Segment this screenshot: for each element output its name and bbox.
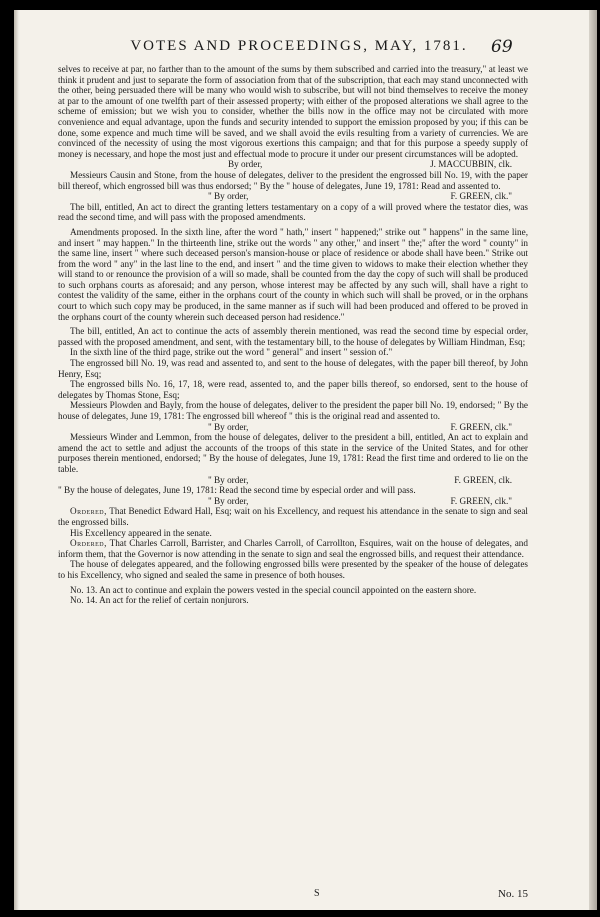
paragraph-testamentary-bill: The bill, entitled, An act to direct the granting letters testamentary on a copy of a will proved where the testator dies, was read the second time, and will pass with the proposed amendments. — [58, 201, 528, 223]
signature-line — [58, 159, 528, 170]
signature-line — [58, 422, 528, 433]
paragraph-letter-continued: selves to receive at par, no farther than to the amount of the sums by them subscribed and carried into the treasury," at least we think it prudent and just to separate the form of association from that of the subscription, that each may stand unconnected with the other, being persuaded there will be many who would wish to subscribe, but will not bind themselves to receive the money at par to the amount of one twelfth part of their assessed property; with either of the proposed alterations we shall agree to the scheme of emission; but we wish you to consider, whether the bills now in the office may not be circulated with more convenience and equal advantage, upon the funds and security intended to support the emission proposed by you; if this can be done, some expence and much time will be saved, and we shall avoid the evils resulting from a variety of currencies. We are convinced of the necessity of using the most vigorous exertions this campaign; and that for this purpose a speedy supply of money is necessary, and hope the most just and effectual mode to procure it under our present circumstances will be adopted. — [58, 64, 528, 159]
paragraph-ordered-hall — [58, 506, 528, 527]
page-edge — [589, 10, 597, 910]
signature-clerk: F. GREEN, clk." — [450, 191, 512, 202]
paragraph-plowden-bayly: Messieurs Plowden and Bayly, from the house of delegates, deliver to the president the paper bill No. 19, endorsed; " By the house of delegates, June 19, 1781: The engrossed bill whereof " this is the original read and assented to. — [58, 400, 528, 421]
ordered-text: That Benedict Edward Hall, Esq; wait on his Excellency, and request his attendance in the senate to sign and seal the engrossed bills. — [58, 506, 528, 527]
paragraph-engrossed-19: The engrossed bill No. 19, was read and assented to, and sent to the house of delegates, with the paper bill thereof, by John Henry, Esq; — [58, 358, 528, 379]
page-body — [58, 64, 528, 606]
paragraph-bill-no-13: No. 13. An act to continue and explain the powers vested in the special council appointed on the eastern shore. — [70, 584, 477, 595]
signature-clerk: F. GREEN, clk." — [450, 421, 512, 432]
signature-clerk: J. MACCUBBIN, clk. — [430, 159, 512, 170]
paragraph-excellency-appeared: His Excellency appeared in the senate. — [70, 527, 212, 538]
document-page — [14, 10, 597, 910]
catchword: No. 15 — [498, 888, 528, 900]
signature-by-order: " By order, — [208, 474, 249, 485]
paragraph-winder-lemmon: Messieurs Winder and Lemmon, from the house of delegates, deliver to the president a bill, entitled, An act to explain and amend the act to settle and adjust the accounts of the troops of this state in the service of the United States, and for other purposes therein mentioned, endorsed; " By the house of delegates, June 19, 1781: Read the first time and ordered to lie on the table. — [58, 432, 528, 474]
paragraph-amendments: Amendments proposed. In the sixth line, after the word " hath," insert " happened;" strike out " happens" in the same line, and insert " may happen." In the thirteenth line, strike out the words " any other," and insert " the;" after the word " county" in the same line, insert " where such deceased person's mansion-house or place of residence or abode shall have been." Strike out from the word " any" in the last line to the end, and insert " and the time given to widows to make their election whether they will stand to or renounce the provision of a will so made, shall be counted from the day the copy of such will shall be produced to such orphans courts as aforesaid; and any person, whose interest may be affected by any such will, shall have a right to contest the validity of the same, either in the orphans court of the county in which such will shall be proved, or in the orphans court to which such copy may be produced, in the same manner as if such will had been produced and offered to be proved in the orphans court of the county wherein such deceased person had residence." — [58, 226, 528, 322]
page-footer — [58, 888, 528, 902]
ordered-label: Ordered, — [70, 506, 107, 517]
paragraph-bill-no-14: No. 14. An act for the relief of certain nonjurors. — [70, 595, 249, 606]
paragraph-sixth-line: In the sixth line of the third page, strike out the word " general" and insert " session of." — [70, 347, 393, 358]
page-number: 69 — [491, 37, 513, 57]
page-gutter-shadow — [14, 10, 19, 910]
ordered-text: That Charles Carroll, Barrister, and Charles Carroll, of Carrollton, Esquires, wait on the house of delegates, and inform them, that the Governor is now attending in the senate to sign and seal the engrossed bills, and request their attendance. — [58, 538, 528, 559]
signature-clerk: F. GREEN, clk." — [450, 495, 512, 506]
signature-line — [58, 496, 528, 507]
signature-by-order: " By order, — [208, 191, 249, 202]
running-head: VOTES AND PROCEEDINGS, MAY, 1781. — [130, 38, 468, 54]
signature-line — [58, 191, 528, 202]
paragraph-continue-acts: The bill, entitled, An act to continue the acts of assembly therein mentioned, was read the second time by especial order, passed with the proposed amendment, and sent, with the testamentary bill, to the house of delegates by William Hindman, Esq; — [58, 326, 528, 347]
signature-by-order: By order, — [228, 159, 263, 170]
signature-by-order: " By order, — [208, 421, 249, 432]
signature-line — [58, 475, 528, 486]
signature-mark: S — [314, 888, 320, 899]
paragraph-delegates-appeared: The house of delegates appeared, and the following engrossed bills were presented by the speaker of the house of delegates to his Excellency, who signed and sealed the same in presence of both houses. — [58, 559, 528, 580]
ordered-label: Ordered, — [70, 538, 107, 549]
signature-clerk: F. GREEN, clk. — [454, 474, 512, 485]
page-header — [14, 38, 589, 62]
signature-by-order: " By order, — [208, 495, 249, 506]
paragraph-second-reading: " By the house of delegates, June 19, 1781: Read the second time by especial order and will pass. — [58, 485, 416, 496]
paragraph-causin-stone: Messieurs Causin and Stone, from the house of delegates, deliver to the president the engrossed bill No. 19, with the paper bill thereof, which engrossed bill was thus endorsed; " By the " house of delegates, June 19, 1781: Read and assented to. — [58, 169, 528, 191]
paragraph-ordered-carroll — [58, 538, 528, 559]
paragraph-engrossed-16-18: The engrossed bills No. 16, 17, 18, were read, assented to, and the paper bills thereof, so endorsed, sent to the house of delegates by Thomas Stone, Esq; — [58, 379, 528, 400]
